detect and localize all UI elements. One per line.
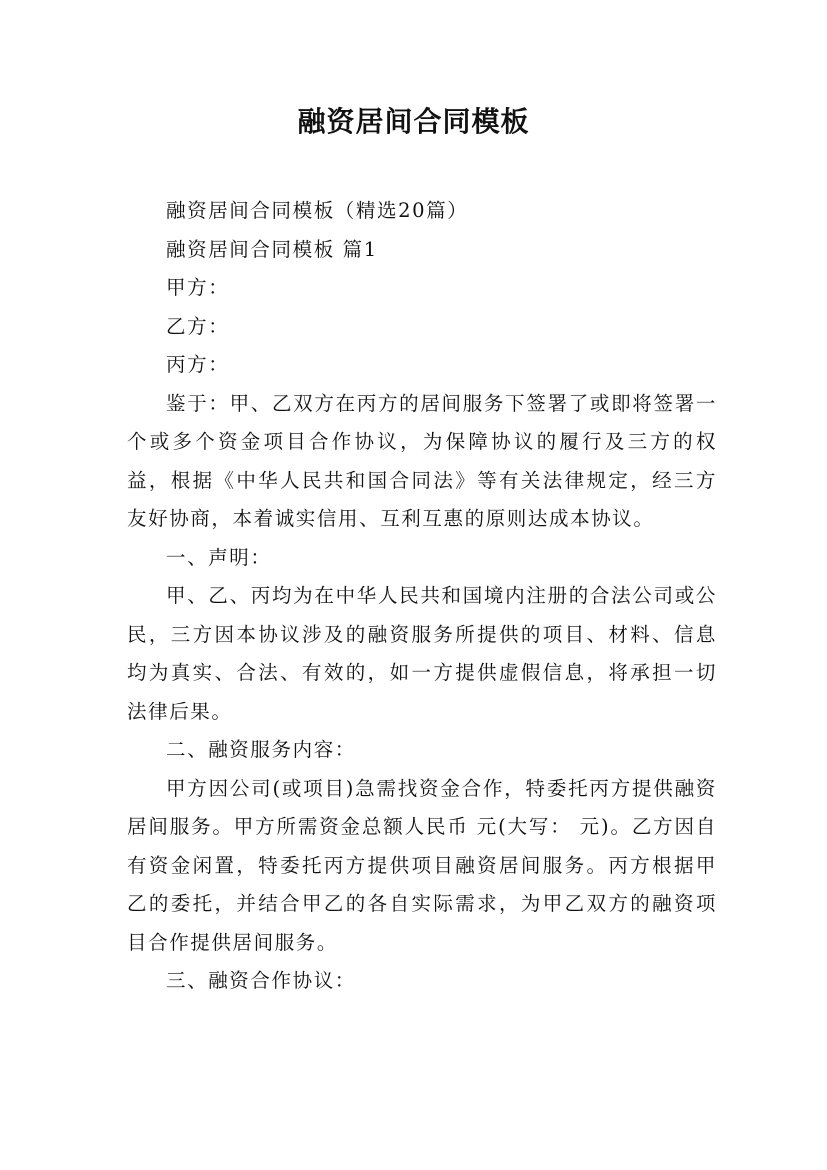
clause-heading-service-content: 二、融资服务内容： <box>166 738 356 761</box>
declaration-paragraph: 甲、乙、丙均为在中华人民共和国境内注册的合法公司或公民，三方因本协议涉及的融资服务所提供的项目、材料、信息均为真实、合法、有效的，如一方提供虚假信息，将承担一切法律后果。 <box>127 584 717 723</box>
party-b-line: 乙方： <box>166 314 230 338</box>
party-c-line: 丙方： <box>166 353 230 376</box>
document-title: 融资居间合同模板 <box>297 105 530 138</box>
preamble-paragraph: 鉴于：甲、乙双方在丙方的居间服务下签署了或即将签署一个或多个资金项目合作协议，为保障协议的履行及三方的权益，根据《中华人民共和国合同法》等有关法律规定，经三方友好协商，本着诚实信用、互利互惠的原则达成本协议。 <box>127 391 717 530</box>
document-body <box>127 192 717 1001</box>
clause-heading-declaration: 一、声明： <box>166 545 272 569</box>
section-heading: 融资居间合同模板 篇1 <box>166 237 378 261</box>
service-content-paragraph: 甲方因公司(或项目)急需找资金合作，特委托丙方提供融资居间服务。甲方所需资金总额人民币 元(大写： 元)。乙方因自有资金闲置，特委托丙方提供项目融资居间服务。丙方根据甲乙的委托，并结合甲乙的各自实际需求，为甲乙双方的融资项目合作提供居间服务。 <box>127 776 717 954</box>
clause-heading-cooperation-agreement: 三、融资合作协议： <box>166 969 356 992</box>
party-a-line: 甲方： <box>166 276 230 299</box>
subtitle-paragraph: 融资居间合同模板（精选20篇） <box>166 199 469 222</box>
